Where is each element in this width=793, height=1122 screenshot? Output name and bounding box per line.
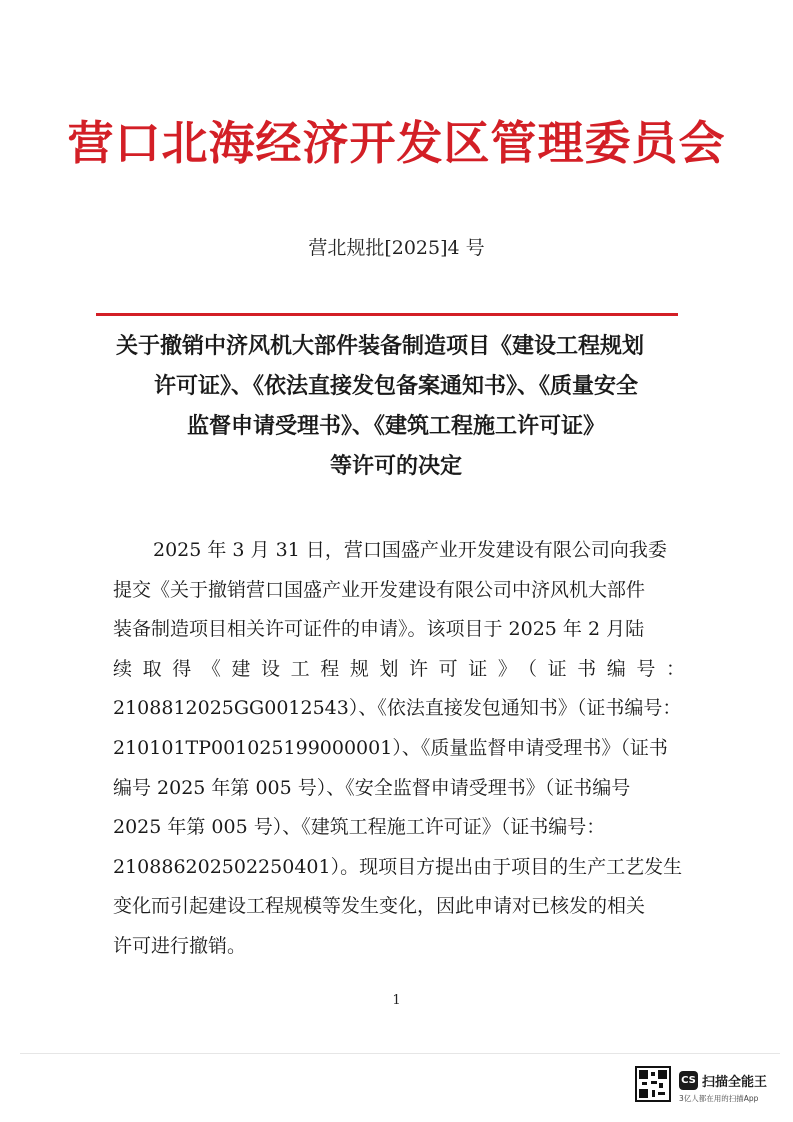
subject-line: 等许可的决定 bbox=[329, 454, 462, 479]
subject-line: 许可证》、《依法直接发包备案通知书》、《质量安全 bbox=[153, 374, 638, 399]
scanner-tagline: 3亿人都在用的扫描App bbox=[679, 1094, 759, 1103]
body-line: 2108812025GG0012543）、《依法直接发包通知书》（证书编号： bbox=[113, 697, 682, 720]
document-number: 营北规批[2025]4 号 bbox=[308, 237, 485, 259]
document-subject bbox=[96, 327, 696, 487]
letterhead-divider bbox=[96, 313, 678, 316]
qr-code-icon bbox=[635, 1066, 671, 1102]
document-body bbox=[113, 531, 685, 967]
body-line: 变化而引起建设工程规模等发生变化，因此申请对已核发的相关 bbox=[113, 895, 646, 918]
body-line: 编号 2025 年第 005 号）、《安全监督申请受理书》（证书编号 bbox=[113, 776, 631, 799]
letterhead-title: 营口北海经济开发区管理委员会 bbox=[67, 116, 726, 170]
scanner-brand bbox=[679, 1070, 789, 1090]
subject-line: 监督申请受理书》、《建筑工程施工许可证》 bbox=[186, 414, 605, 439]
body-line: 2025 年第 005 号）、《建筑工程施工许可证》（证书编号： bbox=[113, 816, 606, 839]
body-line: 210886202502250401）。现项目方提出由于项目的生产工艺发生 bbox=[113, 855, 683, 878]
body-line: 许可进行撤销。 bbox=[113, 934, 247, 957]
body-line: 2025 年 3 月 31 日，营口国盛产业开发建设有限公司向我委 bbox=[153, 539, 667, 561]
footer-divider bbox=[20, 1053, 780, 1054]
page-number: 1 bbox=[392, 993, 401, 1008]
scanner-app-name: 扫描全能王 bbox=[702, 1074, 768, 1090]
body-line: 装备制造项目相关许可证件的申请》。该项目于 2025 年 2 月陆 bbox=[113, 618, 645, 641]
scanner-logo-icon: CS bbox=[679, 1071, 698, 1090]
body-line: 续取得《建设工程规划许可证》（证书编号： bbox=[113, 657, 685, 680]
subject-line: 关于撤销中济风机大部件装备制造项目《建设工程规划 bbox=[116, 334, 645, 359]
body-line: 提交《关于撤销营口国盛产业开发建设有限公司中济风机大部件 bbox=[113, 578, 646, 601]
body-line: 210101TP001025199000001）、《质量监督申请受理书》（证书 bbox=[113, 736, 668, 759]
